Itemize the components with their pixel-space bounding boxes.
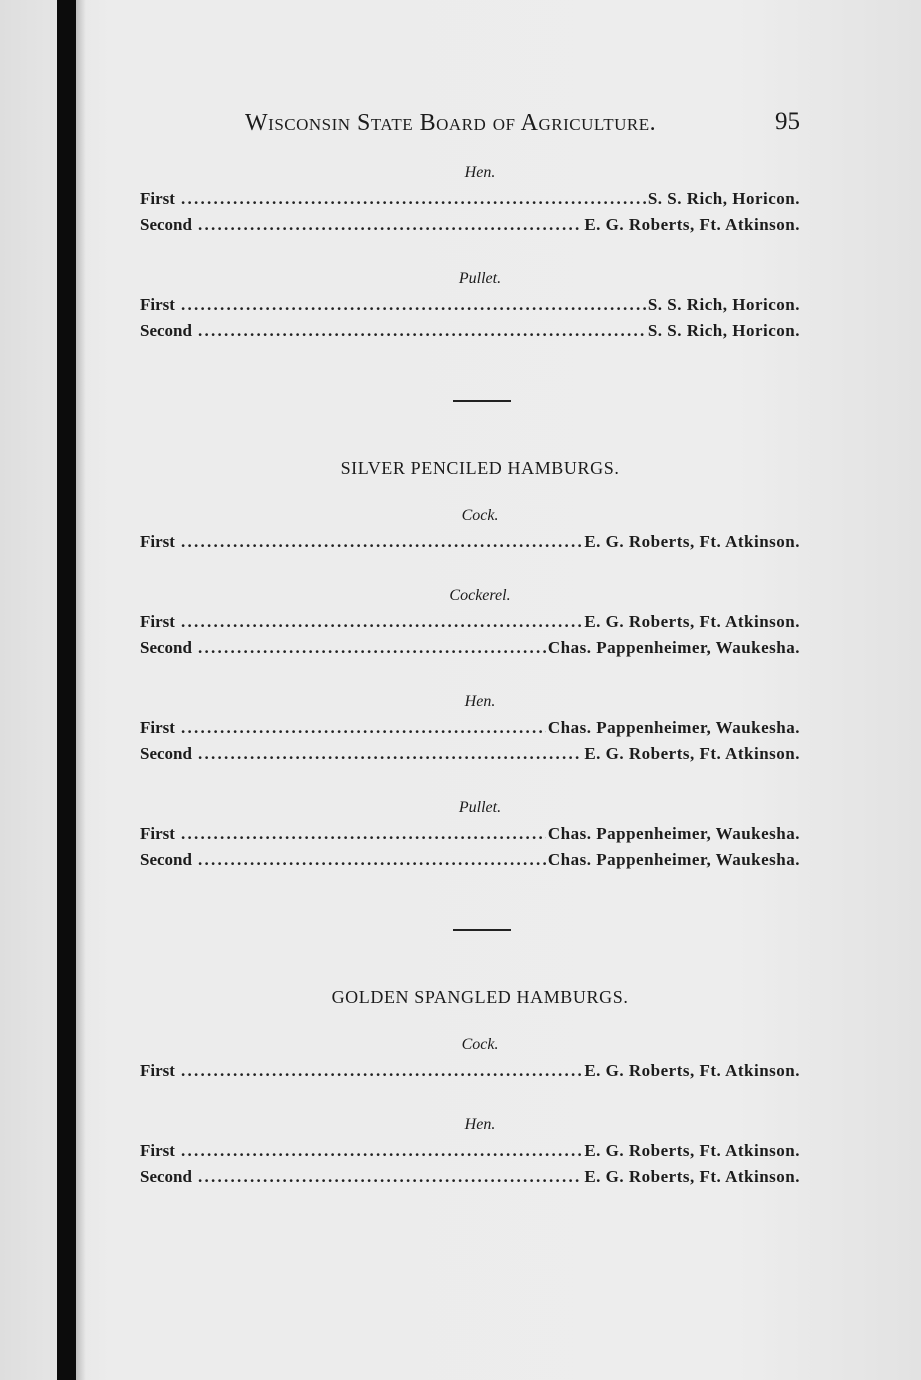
dot-leader	[198, 635, 546, 661]
award-group	[140, 583, 800, 661]
dot-leader	[181, 186, 646, 212]
award-winner: E. G. Roberts, Ft. Atkinson.	[584, 1061, 800, 1080]
award-place: First	[140, 824, 175, 843]
dot-leader	[181, 1138, 582, 1164]
award-row	[140, 318, 800, 344]
award-winner: E. G. Roberts, Ft. Atkinson.	[584, 1141, 800, 1160]
award-group	[140, 1032, 800, 1084]
spine-shadow	[76, 0, 86, 1380]
award-winner: Chas. Pappenheimer, Waukesha.	[547, 850, 800, 869]
dot-leader	[198, 1164, 582, 1190]
page-number: 95	[775, 108, 800, 135]
dot-leader	[181, 529, 582, 555]
award-group	[140, 503, 800, 555]
dot-leader	[181, 1058, 582, 1084]
class-subhead: Hen.	[464, 164, 496, 181]
award-place: First	[140, 532, 175, 551]
dot-leader	[198, 318, 646, 344]
award-group	[140, 795, 800, 873]
award-place: Second	[140, 638, 192, 657]
award-place: First	[140, 295, 175, 314]
award-block	[140, 987, 800, 1190]
award-winner: S. S. Rich, Horicon.	[647, 321, 800, 340]
book-spine-edge	[57, 0, 76, 1380]
dot-leader	[181, 821, 546, 847]
award-winner: Chas. Pappenheimer, Waukesha.	[547, 824, 800, 843]
dot-leader	[198, 741, 582, 767]
section-title: SILVER PENCILED HAMBURGS.	[340, 458, 620, 478]
award-winner: E. G. Roberts, Ft. Atkinson.	[584, 744, 800, 763]
class-subhead: Hen.	[464, 693, 496, 710]
award-group	[140, 689, 800, 767]
award-row	[140, 212, 800, 238]
class-subhead: Cock.	[461, 1036, 499, 1053]
award-place: First	[140, 1061, 175, 1080]
class-subhead: Pullet.	[458, 270, 502, 287]
dot-leader	[181, 715, 546, 741]
award-place: Second	[140, 215, 192, 234]
award-row	[140, 609, 800, 635]
award-block	[140, 160, 800, 344]
award-place: Second	[140, 1167, 192, 1186]
section-title: GOLDEN SPANGLED HAMBURGS.	[331, 987, 629, 1007]
award-group	[140, 1112, 800, 1190]
award-row	[140, 292, 800, 318]
award-winner: E. G. Roberts, Ft. Atkinson.	[584, 215, 800, 234]
award-winner: Chas. Pappenheimer, Waukesha.	[547, 638, 800, 657]
award-row	[140, 847, 800, 873]
award-place: Second	[140, 321, 192, 340]
section-divider	[453, 929, 511, 931]
award-row	[140, 821, 800, 847]
award-row	[140, 1138, 800, 1164]
dot-leader	[181, 609, 582, 635]
award-place: First	[140, 612, 175, 631]
dot-leader	[198, 847, 546, 873]
award-row	[140, 186, 800, 212]
award-place: Second	[140, 850, 192, 869]
class-subhead: Cock.	[461, 507, 499, 524]
award-row	[140, 529, 800, 555]
award-winner: S. S. Rich, Horicon.	[647, 189, 800, 208]
dot-leader	[181, 292, 646, 318]
award-place: First	[140, 189, 175, 208]
award-row	[140, 1058, 800, 1084]
page-header	[245, 108, 800, 142]
award-place: First	[140, 718, 175, 737]
award-place: First	[140, 1141, 175, 1160]
award-row	[140, 1164, 800, 1190]
running-title: Wisconsin State Board of Agriculture.	[245, 110, 657, 136]
class-subhead: Cockerel.	[449, 587, 511, 604]
award-winner: S. S. Rich, Horicon.	[647, 295, 800, 314]
class-subhead: Pullet.	[458, 799, 502, 816]
award-row	[140, 715, 800, 741]
dot-leader	[198, 212, 582, 238]
award-place: Second	[140, 744, 192, 763]
award-block	[140, 458, 800, 873]
award-winner: E. G. Roberts, Ft. Atkinson.	[584, 612, 800, 631]
award-row	[140, 741, 800, 767]
award-winner: Chas. Pappenheimer, Waukesha.	[547, 718, 800, 737]
award-group	[140, 266, 800, 344]
award-group	[140, 160, 800, 238]
page-content	[140, 160, 800, 1190]
award-row	[140, 635, 800, 661]
section-divider	[453, 400, 511, 402]
award-winner: E. G. Roberts, Ft. Atkinson.	[584, 1167, 800, 1186]
class-subhead: Hen.	[464, 1116, 496, 1133]
award-winner: E. G. Roberts, Ft. Atkinson.	[584, 532, 800, 551]
